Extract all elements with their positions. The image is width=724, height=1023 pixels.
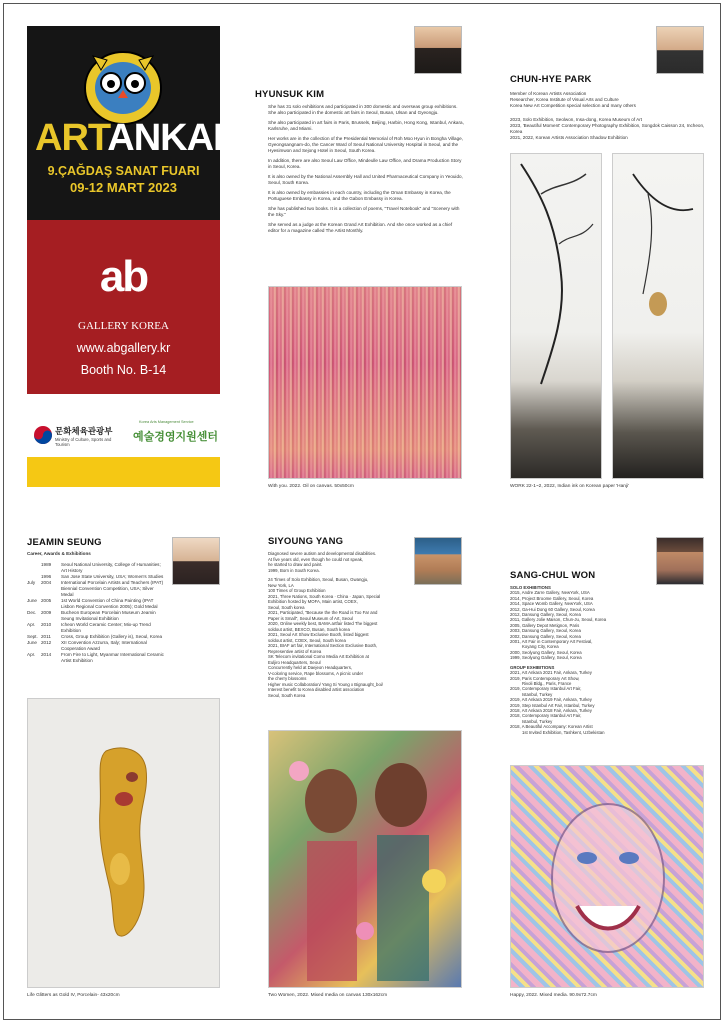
exhibition-line: 2021, 2022, Korean Artists Association Shadow Exhibition [510, 135, 628, 140]
solo-heading: SOLO EXHIBITIONS [510, 585, 551, 590]
solo-item: 2000, Seolyung Gallery, Seoul, Korea [510, 649, 582, 655]
ink-branch-illustration [511, 154, 603, 480]
career-text: International Porcelain Artists and Teachers (IPAT) Biennial Convention Competition, USA; Silver Medal [61, 580, 164, 597]
career-month: Dec. [27, 610, 37, 615]
fair-edition: 9.ÇAĞDAŞ SANAT FUARI [47, 164, 200, 178]
bio-line: Euljiro Headquarters, Seoul [268, 659, 321, 665]
kams-name-en: Korea Arts Management Service [139, 420, 194, 424]
bio-paragraph: She also participated in art fairs in Paris, Brussels, Beijing, Harbin, Hong Kong, Istanbul, Ankara, Karlsruhe, and Miami. [268, 120, 464, 131]
bio-line: 2021, Seoul Art Show Exclusive Booth, listed biggest [268, 632, 369, 637]
bio-line: 2021, Participated, "Because the the Road is Too Far and [268, 610, 378, 615]
chun-hye-park-bio [510, 91, 706, 141]
career-item [27, 652, 167, 664]
yellow-strip [27, 457, 220, 487]
bio-line: soldout artist, BEXCO, Busan, South korea [268, 626, 350, 632]
artist-name: SANG-CHUL WON [510, 570, 596, 581]
artwork-caption: Happy, 2022. Mixed media. 90.9x72.7cm [510, 993, 597, 998]
career-text: Icheon World Ceramic Center; Mix-up Trend Exhibition [61, 622, 151, 633]
career-month: Apr. [27, 652, 36, 657]
gallery-logo: ab [99, 252, 148, 301]
solo-item: 2012, Ga-Hui Dong 60 Gallery, Seoul, Korea [510, 606, 595, 612]
career-month: June [27, 598, 37, 603]
happy-face-painting [511, 766, 705, 989]
brand-city: ANKARA [107, 117, 266, 159]
group-item: 2019, Art Ankara 2019 Fair, Ankara, Turkey [510, 697, 592, 703]
bio-line: 1999, Born in South Korea. [268, 567, 320, 573]
bio-line: Concurrently held at Daejeon Headquarters, [268, 665, 353, 670]
artwork-happy [510, 765, 704, 988]
career-item [27, 598, 167, 610]
artist-name: HYUNSUK KIM [255, 89, 325, 100]
fair-dates: 09-12 MART 2023 [70, 180, 177, 195]
bio-line: Korea New Art Competition special selection and many others [510, 103, 636, 108]
career-month: July [27, 580, 36, 585]
career-month: June [27, 640, 37, 645]
bio-paragraph: She has 31 solo exhibitions and participated in 300 domestic and overseas group exhibitions. She also participated in the domestic art fairs in Seoul, Busan, Ulsan and Gyeongju. [268, 104, 458, 115]
bio-line: 2021, BIAF art fair, International Section Exclusive Booth, [268, 643, 378, 648]
solo-item: 2003, Dansung Gallery, Seoul, Korea [510, 628, 581, 634]
bio-line: New York, LA [268, 582, 294, 588]
bio-line: Researcher, Korea Institute of Visual Arts and Culture [510, 97, 619, 102]
bio-paragraph: She has published two books. It is a collection of poems, "Travel Notebook" and "Scenery with the Sky." [268, 206, 460, 217]
artwork-caption: With you. 2022. Oil on canvas. 50x50cm [268, 484, 354, 489]
group-heading: GROUP EXHIBITIONS [510, 664, 555, 670]
group-item: Istanbul, Turkey [510, 718, 553, 724]
bio-line: Representive artist of Korea [268, 648, 322, 654]
career-item [27, 580, 167, 598]
exhibition-line: 2023, Solo Exhibition, Seolwon, Insa-dong, Korea Museum of Art [510, 117, 643, 122]
group-item: 2018, Contemporary Istanbul Art Fair, [510, 713, 582, 719]
solo-item: 2005, Gallery Depot Metignon, Paris [510, 622, 580, 628]
career-text: From Fire to Light, Myanmar International Ceramic Artist Exhibition [61, 652, 164, 663]
career-year: 2009 [41, 610, 52, 615]
career-text: Bucheon European Porcelain Museum Jeamin Seung Invitational Exhibition [61, 610, 156, 621]
career-item [27, 610, 167, 622]
taegeuk-icon [33, 425, 53, 445]
group-item: Rivoli Bldg., Paris, France [510, 680, 572, 686]
career-year: 2004 [41, 580, 52, 585]
solo-item: 2014, Project Broome Gallery, Seoul, Korea [510, 595, 594, 601]
bio-line: soldout artist, COEX, Seoul, South korea [268, 637, 346, 643]
career-item [27, 562, 167, 574]
ministry-name-kr: 문화체육관광부 [55, 426, 113, 436]
solo-item: 2001, Art Fair in Contemporary Art Festival, [510, 639, 593, 645]
chun-hye-park-portrait [656, 26, 704, 74]
exhibition-line: 2023, 'Beautiful Moment' Contemporary Photography Exhibition, Songdok Caisson 24, Incheon, Korea [510, 123, 705, 134]
solo-item: 1999, Seolyung Gallery, Seoul, Korea [510, 655, 582, 661]
career-text: XII Convention Azzurra, Italy; International Cooperation Award [61, 640, 147, 651]
solo-item: 2011, Gallery Jolie Maison, Chun-Ju, Seoul, Korea [510, 617, 607, 623]
group-item: 1st Invited Exhibition, Tashkent, Uzbekistan [510, 729, 605, 735]
artwork-life-glitters [27, 698, 220, 988]
career-text: Cross, Group Exhibition (Gallery is), Seoul, Korea [61, 634, 163, 639]
gallery-website[interactable]: www.abgallery.kr [76, 341, 171, 355]
bio-line: Member of Korean Artists Association [510, 91, 587, 96]
artist-name: CHUN-HYE PARK [510, 74, 592, 85]
career-text: San Jose State University, USA; Women's Studies [61, 574, 164, 579]
bio-line: 24 Times of Solo Exhibition, Seoul, Busan, Gwangju, [268, 577, 369, 582]
career-month [27, 562, 41, 574]
bio-line: Interest benefit to Korea disabled artist association [268, 687, 365, 692]
bio-line: 100 Times of Group Exhibition [268, 588, 326, 593]
solo-item: 2012, Dansung Gallery, Seoul, Korea [510, 612, 581, 618]
bio-line: Higher music Collaboration/ Yang Si Young x Bignaught_boi/ [268, 681, 383, 687]
bio-paragraph: In addition, there are also Seoul Law Office, Mindeulle Law Office, and Drama Production Story in Seoul, Korea. [268, 158, 462, 169]
artist-name: JEAMIN SEUNG [27, 537, 102, 548]
art-ankara-banner [27, 26, 266, 220]
career-year: 2012 [41, 640, 52, 645]
career-list [27, 562, 167, 664]
artwork-two-women [268, 730, 462, 988]
bio-line: 2020, Online weekly best, BAMA artfair listed The biggest [268, 621, 378, 626]
siyoung-yang-bio [268, 551, 413, 698]
ministry-name-en: Ministry of Culture, Sports and Tourism [55, 437, 112, 447]
group-item: 2021, Art Ankara 2021 Fair, Ankara, Turkey [510, 670, 592, 676]
bio-line: Exhibition hosted by MOFA, Main artist, COEX, [268, 599, 358, 604]
career-year: 2010 [41, 622, 52, 627]
kams-name-kr: 예술경영지원센터 [133, 431, 219, 443]
bio-line: the cherry blossoms [268, 676, 307, 681]
artwork-with-you [268, 286, 462, 479]
group-item: 2018, Art Ankara 2018 Fair, Ankara, Turkey [510, 707, 592, 713]
artwork-caption: Life Glitters as Gold IV, Porcelain- 43x20cm [27, 993, 120, 998]
bio-line: SK Telecom invitational Como Media Art Exhibition at [268, 654, 369, 659]
solo-item: 2015, Andre Zarre Gallery, NewYork, USA [510, 590, 590, 596]
bio-line: V-coloring service, Rape blossoms, A picnic under [268, 670, 364, 676]
sponsor-logos [27, 395, 220, 457]
career-year: 2011 [41, 634, 51, 639]
artwork-caption: Two Women, 2022. Mixed media on canvas 130x162cm [268, 993, 388, 998]
career-month: Apr. [27, 622, 36, 627]
two-women-painting [269, 731, 463, 989]
group-item: 2019, Paris Contemporary Art Show, [510, 675, 580, 681]
group-item: 2019, Contemporary Istanbul Art Fair, [510, 686, 582, 692]
bio-line: Seoul, South Korea [268, 692, 306, 698]
jeamin-seung-portrait [172, 537, 220, 585]
solo-item: 2002, Dansung Gallery, Seoul, Korea [510, 633, 581, 639]
solo-item: Koyang City, Korea [510, 644, 559, 650]
hyunsuk-kim-portrait [414, 26, 462, 74]
brand-art: ART [35, 117, 108, 159]
sang-chul-won-exhibitions [510, 585, 660, 735]
career-item [27, 640, 167, 652]
booth-number: Booth No. B-14 [80, 363, 167, 377]
bio-paragraph: She served as a judge at the Korean Grand Art Exhibition. And she once worked as a chief editor for a magazine called The Artist Monthly. [268, 222, 453, 233]
ink-flower-illustration [613, 154, 705, 480]
group-item: Istanbul, Turkey [510, 691, 553, 697]
bio-line: At five years old, even though he could not speak, [268, 556, 364, 562]
career-heading: Career, Awards & Exhibitions [27, 551, 91, 556]
career-year: 2005 [41, 598, 52, 603]
career-year: 1989 [41, 562, 52, 567]
gallery-name: GALLERY KOREA [78, 320, 169, 332]
hyunsuk-kim-bio [268, 104, 464, 238]
career-year: 2014 [41, 652, 52, 657]
golden-torso-sculpture [28, 699, 221, 989]
sang-chul-won-portrait [656, 537, 704, 585]
career-text: 1st World Convention of China Painting (IPAT Lisbon Regional Convention 2005); Gold Medal [61, 598, 158, 609]
bio-paragraph: It is also owned by embassies in each country, including the Oman Embassy in Korea, the Portuguese Embassy in Korea, and the Gabon Embassy in Korea. [268, 190, 451, 201]
bio-line: Seoul, South korea [268, 604, 305, 610]
artwork-work-22-1 [510, 153, 602, 479]
bio-line: he started to draw and paint. [268, 562, 323, 567]
bio-line: Diagnosed severe autism and developmental disabilities. [268, 551, 377, 556]
group-item: 2018, A Beautiful Accompany: Korean Artist [510, 724, 593, 730]
bio-line: Paper is Small", Seoul Museum of Art, Seoul [268, 615, 353, 621]
group-item: 2019, Step Istanbul Art Fair, Istanbul, Turkey [510, 702, 595, 708]
artist-name: SIYOUNG YANG [268, 536, 344, 547]
artwork-work-22-2 [612, 153, 704, 479]
career-text: Seoul National University, College of Humanities; Art History [61, 562, 161, 573]
solo-item: 2014, Space Womb Gallery, NewYork, USA [510, 601, 593, 607]
siyoung-yang-portrait [414, 537, 462, 585]
bio-line: 2021, Three Nations, South Korea · China · Japan, Special [268, 593, 381, 599]
career-year: 1996 [41, 574, 52, 579]
career-item [27, 622, 167, 634]
artwork-caption: WORK 22-1~2, 2022, Indian ink on Korean paper 'Hanji' [510, 484, 630, 489]
bio-paragraph: Her works are in the collection of the Presidential Memorial of Roh Moo Hyun in Bongha Village, Gyeongsangnam-do, the Cancer Ward of Seoul National University Hospital in Seoul, and the Hyesimwon and Sejong Hotel in Seoul, South Korea. [268, 136, 463, 153]
bio-paragraph: It is also owned by the National Assembly Hall and United Pharmaceutical Company in Yeouido, Seoul, South Korea. [268, 174, 463, 185]
gallery-korea-panel [27, 220, 220, 394]
career-month: Sept. [27, 634, 38, 639]
